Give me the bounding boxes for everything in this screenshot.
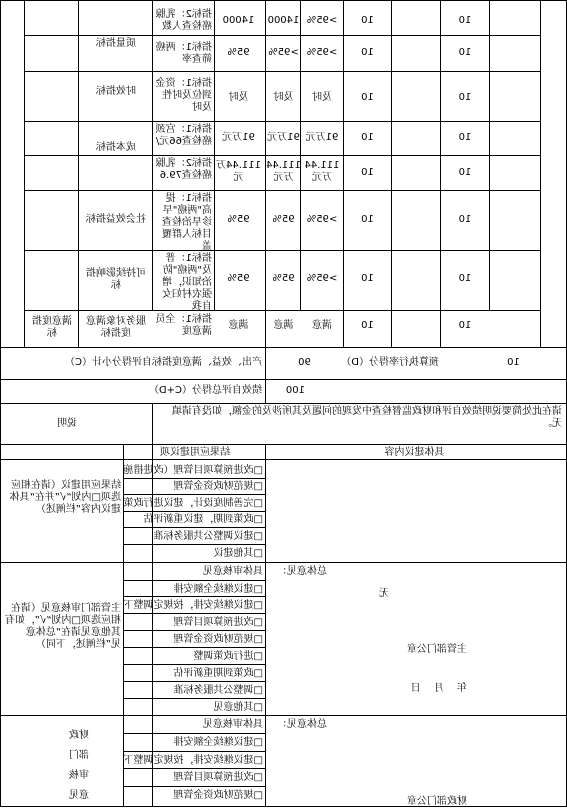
weight-cell: 10: [361, 214, 374, 225]
category-timeliness: 时效指标: [96, 86, 136, 97]
weight-cell: 10: [361, 320, 374, 331]
score-cell: 10: [458, 273, 472, 284]
finance-option[interactable]: □改进预算项目管理: [173, 772, 263, 783]
dept-option[interactable]: □政策到期重新评估: [173, 668, 263, 679]
finance-option[interactable]: □规范财政资金管理: [173, 790, 263, 801]
indicator-cell: 指标1：提高"两癌"早诊早治检查目标人群覆盖: [162, 193, 212, 252]
target-cell: 95%: [227, 214, 250, 225]
dept-option[interactable]: □其他意见: [213, 702, 263, 713]
weight-cell: 10: [361, 273, 374, 284]
score-cell: 10: [458, 132, 472, 143]
actual-cell: 满意: [273, 320, 294, 331]
dept-label: 主管部门审核意见（请在相应选项□内划“√”，如有其他意见请在“总体意见”栏阐述，下同）: [4, 603, 121, 650]
finance-overall-label: 总体意见：: [277, 719, 327, 730]
indicator-cell: 指标1：宫颈癌检查66元/: [155, 124, 212, 147]
exec-value: 10: [507, 357, 520, 368]
category-social: 社会效益指标: [86, 214, 146, 225]
indicator-cell: 指标1：普及"两癌"防治知识，增强农村妇女自我: [162, 253, 212, 312]
basis-cell: 111.44万元: [304, 160, 340, 183]
note-text: 请在此处简要说明绩效自评和财政监督检查中发现的问题及其所涉及的金额，如没有请填无。: [172, 406, 562, 429]
actual-cell: 14000: [267, 15, 300, 26]
basis-cell: >95%: [306, 273, 338, 284]
basis-cell: >95%: [306, 47, 338, 58]
result-option[interactable]: □其他建议: [213, 548, 263, 559]
finance-option[interactable]: □建议继续全额安排: [173, 737, 263, 748]
indicator-cell: 指标1：资金到位及时性及时: [155, 78, 212, 113]
score-cell: 10: [458, 15, 472, 26]
finance-option[interactable]: □建议继续安排，按规定调整下: [123, 755, 263, 766]
score-cell: 10: [458, 47, 472, 58]
dept-overall-label: 总体意见：: [277, 566, 327, 577]
result-option[interactable]: □规范财政资金管理: [173, 481, 263, 492]
weight-cell: 10: [361, 167, 374, 178]
dept-option[interactable]: □规范财政资金管理: [173, 634, 263, 645]
category-satisfaction: 满意度指标: [32, 316, 72, 339]
result-header-col1: 结果应用建议项: [160, 447, 230, 458]
actual-cell: 111.44万元: [266, 160, 301, 183]
result-option[interactable]: □完善制度设计，建议进行政策: [123, 498, 263, 509]
score-cell: 10: [458, 92, 472, 103]
actual-cell: 91万元: [267, 132, 300, 143]
indicator-cell: 指标1：全员满意度: [155, 314, 212, 337]
result-option[interactable]: □政策到期，建议重新评估: [143, 514, 263, 525]
dept-overall-value: 无: [379, 588, 389, 599]
category-cost: 成本指标: [96, 142, 136, 153]
dept-seal: 主管部门公章: [407, 644, 467, 655]
subtotal-value: 90: [298, 357, 311, 368]
category-sustain: 可持续影响指标: [86, 268, 146, 291]
finance-option: 具体审核意见: [203, 719, 263, 730]
dept-option: 具体审核意见: [203, 566, 263, 577]
actual-cell: 95%: [272, 214, 295, 225]
finance-seal: 财政部门公章: [407, 796, 467, 807]
weight-cell: 10: [361, 47, 374, 58]
result-option[interactable]: □改进预算项目管理（改进措施: [123, 465, 263, 476]
dept-option[interactable]: □调整公共服务标准: [173, 685, 263, 696]
dept-option[interactable]: □进行政策调整: [193, 651, 263, 662]
weight-cell: 10: [361, 92, 374, 103]
category-quality: 质量指标: [96, 38, 136, 49]
basis-cell: 91万元: [305, 132, 339, 143]
score-cell: 10: [458, 320, 472, 331]
dept-date: 年 月 日: [410, 683, 467, 694]
finance-label: 财政部门审核意见: [69, 730, 89, 801]
target-cell: 91万元: [222, 132, 255, 143]
basis-cell: >95%: [306, 15, 338, 26]
target-cell: 111.44万元: [216, 160, 261, 183]
total-label: 绩效自评总得分（C+D）: [148, 385, 262, 396]
exec-label: 预算执行率得分（D）: [341, 357, 439, 368]
indicator-cell: 指标2：乳腺癌检查人数: [155, 9, 212, 32]
note-label: 说明: [57, 418, 77, 429]
total-value: 100: [285, 385, 305, 396]
weight-cell: 10: [361, 15, 374, 26]
dept-option[interactable]: □建议继续安排，按规定调整下: [123, 600, 263, 611]
score-cell: 10: [458, 167, 472, 178]
target-cell: 满意: [228, 320, 249, 331]
basis-cell: 满意: [312, 320, 332, 331]
subtotal-label: 产出、效益、满意度指标自评得分小计（C）: [65, 357, 262, 368]
basis-cell: >95%: [306, 214, 338, 225]
result-header-col2: 具体建议内容: [384, 447, 445, 458]
basis-cell: 及时: [312, 92, 332, 103]
weight-cell: 10: [361, 132, 374, 143]
actual-cell: 及时: [273, 92, 294, 103]
actual-cell: 95%: [272, 273, 295, 284]
target-cell: 95%: [227, 273, 250, 284]
result-option[interactable]: □建议调整公共服务标准: [153, 531, 263, 542]
result-label: 结果应用建议（请在相应选项□内划“√”并在“具体建议内容”栏阐述）: [9, 480, 121, 515]
category-service: 服务对象满意度指标: [86, 316, 146, 339]
indicator-cell: 指标1：两癌筛查率: [155, 42, 212, 65]
target-cell: 14000: [222, 15, 255, 26]
target-cell: 95%: [227, 47, 250, 58]
dept-option[interactable]: □改进预算项目管理: [173, 617, 263, 628]
indicator-cell: 指标2：乳腺癌检查79.6: [155, 158, 212, 181]
target-cell: 及时: [228, 92, 249, 103]
actual-cell: >95%: [268, 47, 299, 58]
score-cell: 10: [458, 214, 472, 225]
dept-option[interactable]: □建议继续全额安排: [173, 584, 263, 595]
